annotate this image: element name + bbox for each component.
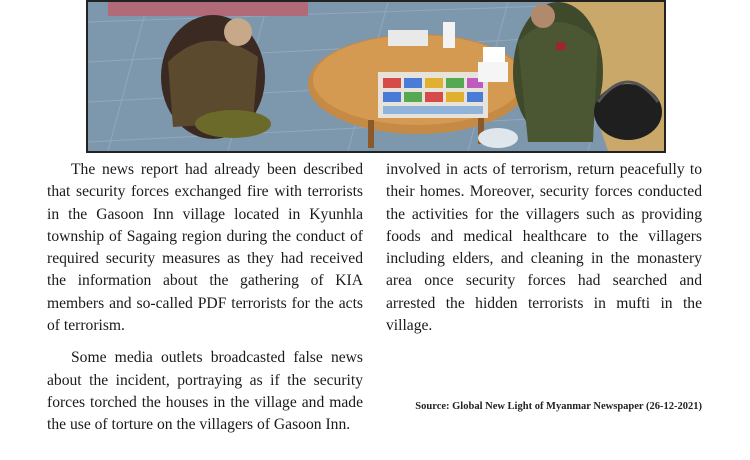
article-column-right bbox=[386, 159, 702, 337]
photo-illustration bbox=[88, 2, 664, 151]
source-citation: Source: Global New Light of Myanmar Newspaper (26-12-2021) bbox=[415, 401, 702, 412]
article-paragraph: Some media outlets broadcasted false news about the incident, portraying as if the security forces torched the houses in the village and made the use of torture on the villagers of Gasoon Inn. bbox=[47, 349, 363, 434]
article-paragraph: The news report had already been described that security forces exchanged fire with terrorists in the Gasoon Inn village located in Kyunhla township of Sagaing region during the conduct of required security measures as they had received the information about the gathering of KIA members and so-called PDF terrorists for the acts of terrorism. bbox=[47, 161, 363, 335]
news-photo bbox=[86, 0, 666, 153]
article-paragraph: involved in acts of terrorism, return peacefully to their homes. Moreover, security forces conducted the activities for the villagers such as providing foods and medical healthcare to the villagers including elders, and cleaning in the monastery area once security forces had searched and arrested the hidden terrorists in mufti in the village. bbox=[386, 161, 702, 335]
article-column-left bbox=[47, 159, 363, 437]
